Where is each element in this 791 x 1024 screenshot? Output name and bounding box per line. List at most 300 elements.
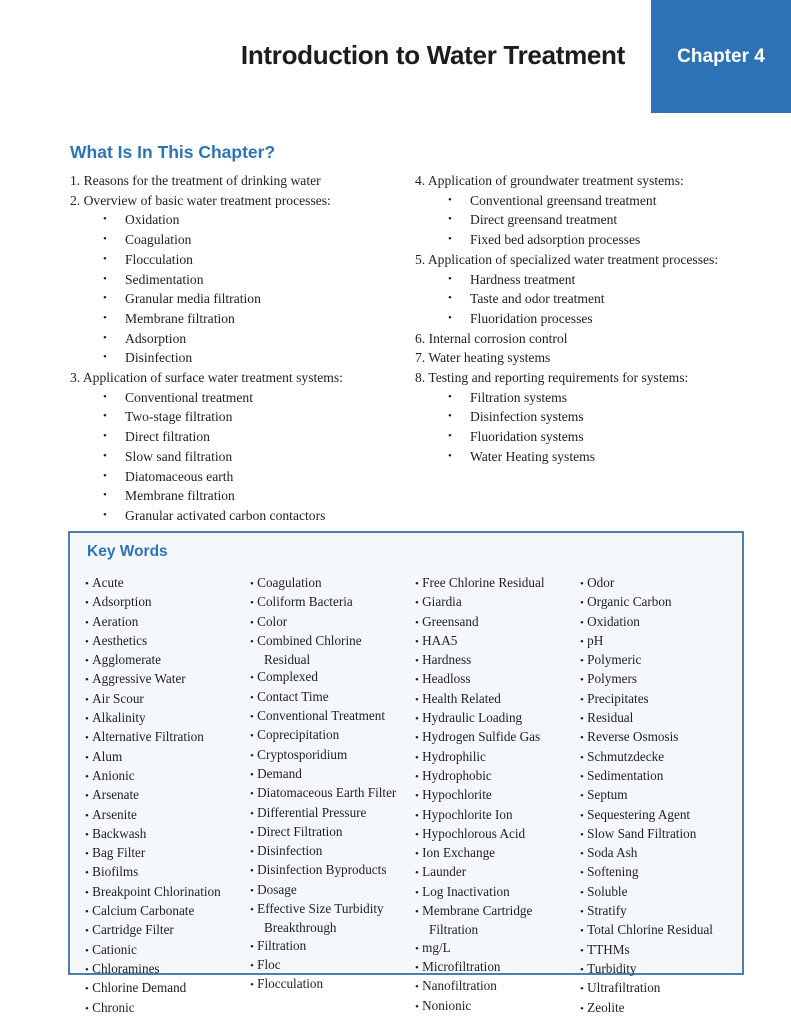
bullet-icon: • [580, 983, 584, 996]
keyword-text: Biofilms [92, 864, 139, 880]
bullet-icon: • [580, 770, 584, 783]
chapter-subitem-text: Disinfection systems [470, 409, 584, 425]
bullet-icon: • [250, 846, 254, 859]
chapter-item-text: 2. Overview of basic water treatment processes: [70, 192, 331, 208]
bullet-icon: • [580, 1002, 584, 1015]
bullet-icon: • [250, 826, 254, 839]
keyword-item [580, 786, 739, 805]
keyword-text: HAA5 [422, 632, 458, 648]
chapter-item-number: 6. [415, 330, 426, 346]
bullet-icon: • [250, 691, 254, 704]
chapter-subitem-text: Diatomaceous earth [125, 468, 234, 484]
chapter-subitem [103, 467, 415, 487]
keyword-text: Hydrogen Sulfide Gas [422, 729, 541, 745]
keyword-item [85, 574, 250, 593]
chapter-subitem-list [70, 210, 415, 368]
chapter-item-number: 5. [415, 251, 426, 267]
bullet-icon: • [103, 489, 107, 502]
chapter-item-text: 6. Internal corrosion control [415, 330, 568, 346]
chapter-subitem-text: Fluoridation systems [470, 429, 584, 445]
bullet-icon: • [85, 635, 89, 648]
keyword-item [250, 746, 415, 765]
keyword-text: Agglomerate [92, 652, 161, 668]
bullet-icon: • [250, 635, 254, 648]
keyword-item [85, 825, 250, 844]
chapter-subitem-text: Coagulation [125, 232, 192, 248]
bullet-icon: • [580, 944, 584, 957]
bullet-icon: • [580, 867, 584, 880]
keyword-item [415, 883, 580, 902]
keyword-item [580, 999, 739, 1018]
keyword-item [85, 709, 250, 728]
chapter-subitem [103, 348, 415, 368]
chapter-subitem [448, 309, 787, 329]
bullet-icon: • [580, 616, 584, 629]
bullet-icon: • [415, 942, 419, 955]
keyword-text: Total Chlorine Residual [587, 922, 713, 938]
keyword-item [85, 670, 250, 689]
bullet-icon: • [415, 848, 419, 861]
keyword-text: Turbidity [587, 960, 637, 976]
bullet-icon: • [448, 430, 452, 443]
bullet-icon: • [103, 351, 107, 364]
chapter-subitem-text: Flocculation [125, 251, 193, 267]
keyword-item [85, 728, 250, 747]
bullet-icon: • [250, 730, 254, 743]
chapter-item-number: 3. [70, 370, 81, 386]
bullet-icon: • [415, 981, 419, 994]
keyword-item [250, 956, 415, 975]
keyword-item [250, 900, 415, 937]
keyword-text: Aesthetics [92, 632, 148, 648]
keyword-text: Headloss [422, 671, 471, 687]
bullet-icon: • [580, 578, 584, 590]
bullet-icon: • [250, 788, 254, 801]
keyword-item [415, 902, 580, 939]
keyword-item [580, 844, 739, 863]
bullet-icon: • [415, 693, 419, 706]
keyword-item [85, 690, 250, 709]
keyword-text: Direct Filtration [257, 823, 343, 839]
bullet-icon: • [580, 886, 584, 899]
keyword-item [415, 574, 580, 593]
keyword-text: Dosage [257, 881, 297, 897]
keyword-text: Cartridge Filter [92, 922, 174, 938]
chapter-item [70, 191, 415, 368]
keyword-text: Precipitates [587, 690, 649, 706]
keyword-text: Hydraulic Loading [422, 710, 523, 726]
keyword-item [415, 632, 580, 651]
chapter-subitem-list [415, 270, 787, 329]
contents-left-column [70, 171, 415, 526]
chapter-subitem [103, 270, 415, 290]
keyword-text: Schmutzdecke [587, 748, 665, 764]
chapter-subitem-text: Conventional treatment [125, 389, 253, 405]
chapter-subitem [448, 230, 787, 250]
bullet-icon: • [415, 578, 419, 590]
bullet-icon: • [580, 713, 584, 726]
keyword-text: Oxidation [587, 613, 640, 629]
keyword-item [250, 688, 415, 707]
keyword-text: pH [587, 632, 604, 648]
key-words-heading: Key Words [87, 543, 168, 560]
chapter-item-text: 1. Reasons for the treatment of drinking water [70, 173, 321, 188]
bullet-icon: • [448, 390, 452, 403]
keyword-item [580, 902, 739, 921]
bullet-icon: • [103, 449, 107, 462]
key-words-box [68, 531, 744, 1015]
keyword-item [580, 709, 739, 728]
chapter-subitem [103, 427, 415, 447]
bullet-icon: • [415, 1000, 419, 1013]
chapter-subitem [448, 289, 787, 309]
keyword-item [580, 748, 739, 767]
keyword-text: Hardness [422, 652, 472, 668]
chapter-subitem-text: Membrane filtration [125, 488, 235, 504]
keyword-item [580, 941, 739, 960]
chapter-subitem [448, 427, 787, 447]
bullet-icon: • [580, 693, 584, 706]
keyword-item [580, 690, 739, 709]
keyword-text: Aggressive Water [92, 671, 186, 687]
chapter-subitem [103, 506, 415, 526]
chapter-subitem [448, 210, 787, 230]
keyword-item [580, 883, 739, 902]
chapter-item-text: 4. Application of groundwater treatment systems: [415, 173, 684, 188]
keyword-item [415, 958, 580, 977]
keyword-text: Floc [257, 956, 281, 972]
keyword-item [85, 941, 250, 960]
chapter-subitem [448, 447, 787, 467]
keyword-text: Health Related [422, 690, 501, 706]
bullet-icon: • [250, 904, 254, 917]
keyword-text: Disinfection Byproducts [257, 862, 387, 878]
bullet-icon: • [448, 449, 452, 462]
keyword-item [415, 670, 580, 689]
keyword-item [580, 728, 739, 747]
chapter-subitem-text: Sedimentation [125, 271, 204, 287]
bullet-icon: • [250, 807, 254, 820]
chapter-item [415, 368, 787, 467]
bullet-icon: • [85, 770, 89, 783]
keyword-text: Anionic [92, 767, 135, 783]
chapter-badge: Chapter 4 [651, 0, 791, 113]
keyword-text: Flocculation [257, 976, 324, 992]
keyword-item [415, 709, 580, 728]
key-words-column-3 [415, 574, 580, 1018]
bullet-icon: • [85, 848, 89, 861]
keyword-item [250, 574, 415, 593]
chapter-subitem-text: Hardness treatment [470, 271, 576, 287]
keyword-text: Conventional Treatment [257, 708, 385, 724]
keyword-text: Greensand [422, 613, 479, 629]
bullet-icon: • [103, 252, 107, 265]
keyword-text: Bag Filter [92, 845, 146, 861]
chapter-subitem [448, 407, 787, 427]
keyword-item [85, 613, 250, 632]
keyword-text: Contact Time [257, 688, 329, 704]
keyword-text: Log Inactivation [422, 883, 510, 899]
keyword-text: Color [257, 613, 288, 629]
chapter-subitem [448, 388, 787, 408]
keyword-item [85, 921, 250, 940]
keyword-item [580, 921, 739, 940]
chapter-subitem [103, 250, 415, 270]
key-words-column-2 [250, 574, 415, 1018]
keyword-text: Calcium Carbonate [92, 903, 195, 919]
keyword-item [85, 960, 250, 979]
bullet-icon: • [85, 963, 89, 976]
key-words-column-4 [580, 574, 739, 1018]
bullet-icon: • [580, 790, 584, 803]
keyword-item [415, 939, 580, 958]
keyword-text: Chloramines [92, 960, 160, 976]
keyword-text: Differential Pressure [257, 804, 367, 820]
keyword-item [415, 651, 580, 670]
keyword-text: Hydrophilic [422, 748, 486, 764]
bullet-icon: • [415, 790, 419, 803]
keyword-text: Sedimentation [587, 767, 664, 783]
keyword-item [580, 863, 739, 882]
chapter-item [415, 329, 787, 349]
bullet-icon: • [250, 768, 254, 781]
keyword-item [85, 902, 250, 921]
keyword-text: Filtration [257, 937, 307, 953]
keyword-item [415, 825, 580, 844]
bullet-icon: • [85, 713, 89, 726]
chapter-item-number: 1. [70, 173, 81, 188]
keyword-text: Sequestering Agent [587, 806, 691, 822]
bullet-icon: • [103, 272, 107, 285]
bullet-icon: • [580, 963, 584, 976]
keyword-text: Nanofiltration [422, 978, 497, 994]
chapter-item [70, 368, 415, 526]
keyword-text: mg/L [422, 939, 451, 955]
bullet-icon: • [85, 828, 89, 841]
chapter-subitem [103, 486, 415, 506]
keyword-item [85, 844, 250, 863]
keyword-item [85, 999, 250, 1018]
bullet-icon: • [103, 469, 107, 482]
bullet-icon: • [415, 674, 419, 687]
keyword-item [580, 593, 739, 612]
keyword-text: Hypochlorite Ion [422, 806, 513, 822]
keyword-text: Reverse Osmosis [587, 729, 679, 745]
chapter-item-text: 7. Water heating systems [415, 350, 551, 366]
keyword-text: Cryptosporidium [257, 746, 348, 762]
keyword-item [250, 707, 415, 726]
keyword-item [250, 861, 415, 880]
bullet-icon: • [85, 867, 89, 880]
keyword-text: Effective Size Turbidity Breakthrough [257, 901, 384, 936]
keyword-item [85, 767, 250, 786]
chapter-subitem [103, 289, 415, 309]
keyword-item [85, 632, 250, 651]
bullet-icon: • [250, 959, 254, 972]
keyword-item [580, 767, 739, 786]
chapter-item-text: 5. Application of specialized water treatment processes: [415, 251, 719, 267]
keyword-item [415, 863, 580, 882]
keyword-text: Residual [587, 710, 634, 726]
chapter-subitem [103, 309, 415, 329]
bullet-icon: • [415, 886, 419, 899]
bullet-icon: • [250, 749, 254, 762]
chapter-subitem [448, 191, 787, 211]
keyword-item [250, 765, 415, 784]
keyword-text: Membrane Cartridge Filtration [422, 903, 533, 938]
chapter-subitem-text: Fluoridation processes [470, 310, 593, 326]
keyword-text: Soluble [587, 883, 628, 899]
bullet-icon: • [250, 672, 254, 685]
key-words-column-1 [85, 574, 250, 1018]
keyword-text: Giardia [422, 594, 462, 610]
bullet-icon: • [448, 233, 452, 246]
keyword-text: Air Scour [92, 690, 144, 706]
chapter-subitem-text: Direct greensand treatment [470, 212, 618, 228]
keyword-text: Arsenite [92, 806, 137, 822]
bullet-icon: • [85, 751, 89, 764]
keyword-text: Acute [92, 575, 124, 590]
bullet-icon: • [85, 674, 89, 687]
bullet-icon: • [85, 886, 89, 899]
bullet-icon: • [580, 848, 584, 861]
chapter-subitem-list [415, 388, 787, 467]
keyword-item [250, 823, 415, 842]
chapter-subitem-list [70, 388, 415, 526]
chapter-contents-columns [70, 171, 787, 526]
bullet-icon: • [103, 292, 107, 305]
keyword-text: Septum [587, 787, 628, 803]
keyword-item [85, 651, 250, 670]
keyword-text: Backwash [92, 825, 147, 841]
chapter-subitem-text: Filtration systems [470, 389, 568, 405]
chapter-subitem [103, 388, 415, 408]
chapter-subitem [103, 210, 415, 230]
keyword-item [415, 767, 580, 786]
chapter-item [415, 348, 787, 368]
chapter-item-text: 8. Testing and reporting requirements for systems: [415, 370, 689, 386]
chapter-subitem-text: Water Heating systems [470, 448, 595, 464]
keyword-text: Stratify [587, 903, 627, 919]
bullet-icon: • [250, 940, 254, 953]
keyword-text: Alum [92, 748, 123, 764]
bullet-icon: • [85, 983, 89, 996]
chapter-subitem-text: Adsorption [125, 330, 187, 346]
keyword-item [580, 651, 739, 670]
keyword-text: Coprecipitation [257, 727, 340, 743]
keyword-item [580, 613, 739, 632]
keyword-item [85, 786, 250, 805]
bullet-icon: • [85, 906, 89, 919]
keyword-item [415, 690, 580, 709]
bullet-icon: • [415, 828, 419, 841]
chapter-subitem-text: Two-stage filtration [125, 409, 233, 425]
bullet-icon: • [85, 790, 89, 803]
bullet-icon: • [415, 961, 419, 974]
bullet-icon: • [415, 809, 419, 822]
keyword-text: Softening [587, 864, 639, 880]
contents-right-column [415, 171, 787, 526]
bullet-icon: • [580, 751, 584, 764]
bullet-icon: • [415, 732, 419, 745]
keyword-text: Organic Carbon [587, 594, 672, 610]
bullet-icon: • [103, 233, 107, 246]
keyword-text: Ion Exchange [422, 845, 496, 861]
keyword-item [250, 613, 415, 632]
keyword-text: Alkalinity [92, 710, 146, 726]
keyword-item [250, 632, 415, 669]
bullet-icon: • [448, 272, 452, 285]
keyword-text: Hypochlorous Acid [422, 825, 526, 841]
chapter-subitem [103, 447, 415, 467]
chapter-subitem-text: Membrane filtration [125, 310, 235, 326]
bullet-icon: • [250, 865, 254, 878]
chapter-item-text: 3. Application of surface water treatment systems: [70, 370, 343, 386]
chapter-subitem-list [415, 191, 787, 250]
chapter-subitem-text: Granular media filtration [125, 291, 261, 307]
keyword-item [250, 726, 415, 745]
bullet-icon: • [580, 906, 584, 919]
keyword-text: Nonionic [422, 997, 472, 1013]
chapter-item [70, 171, 415, 191]
keyword-text: TTHMs [587, 941, 630, 957]
keyword-item [250, 668, 415, 687]
chapter-subitem-text: Disinfection [125, 350, 193, 366]
bullet-icon: • [580, 655, 584, 668]
chapter-subitem-text: Direct filtration [125, 429, 210, 445]
bullet-icon: • [448, 410, 452, 423]
bullet-icon: • [580, 925, 584, 938]
keyword-item [85, 979, 250, 998]
bullet-icon: • [85, 616, 89, 629]
bullet-icon: • [85, 732, 89, 745]
keyword-item [250, 593, 415, 612]
chapter-contents-section [70, 142, 787, 526]
bullet-icon: • [415, 616, 419, 629]
keyword-text: Odor [587, 575, 615, 590]
bullet-icon: • [85, 597, 89, 610]
keyword-text: Disinfection [257, 843, 323, 859]
page-title: Introduction to Water Treatment [240, 40, 625, 70]
keyword-text: Coagulation [257, 575, 322, 590]
keyword-item [580, 960, 739, 979]
keyword-item [415, 748, 580, 767]
bullet-icon: • [85, 655, 89, 668]
bullet-icon: • [415, 770, 419, 783]
bullet-icon: • [580, 597, 584, 610]
bullet-icon: • [580, 809, 584, 822]
chapter-subitem-text: Fixed bed adsorption processes [470, 232, 641, 248]
keyword-text: Complexed [257, 669, 318, 685]
keyword-item [580, 670, 739, 689]
chapter-subitem [103, 407, 415, 427]
keyword-item [580, 632, 739, 651]
bullet-icon: • [250, 979, 254, 992]
bullet-icon: • [85, 944, 89, 957]
bullet-icon: • [103, 213, 107, 226]
bullet-icon: • [580, 674, 584, 687]
keyword-text: Arsenate [92, 787, 140, 803]
keyword-item [85, 806, 250, 825]
keyword-text: Soda Ash [587, 845, 638, 861]
bullet-icon: • [250, 711, 254, 724]
keyword-text: Launder [422, 864, 467, 880]
keyword-item [250, 842, 415, 861]
bullet-icon: • [415, 635, 419, 648]
chapter-subitem-text: Taste and odor treatment [470, 291, 605, 307]
keyword-text: Diatomaceous Earth Filter [257, 785, 397, 801]
keyword-text: Polymers [587, 671, 637, 687]
